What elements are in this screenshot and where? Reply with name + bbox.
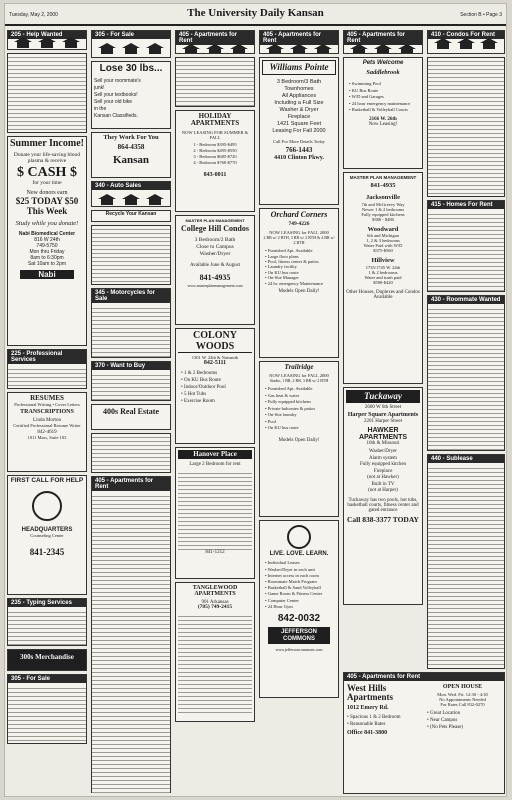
trans-title: TRANSCRIPTIONS: [20, 409, 74, 416]
trailridge-models: Models Open Daily!: [278, 437, 320, 443]
saddlebrook-logo: Saddlebrook: [366, 69, 400, 77]
pets-f4: • 24 hour emergency maintenance: [349, 101, 417, 108]
jacksonville-d2: Newer 1 & 2 bedrooms: [361, 206, 405, 212]
williams-d7: 1421 Square Feet: [276, 121, 322, 128]
first-call-title: FIRST CALL FOR HELP: [10, 477, 84, 484]
holiday-apartments-ad: [175, 110, 255, 212]
kansan-logo: Kansan: [112, 154, 150, 167]
house-icon: [146, 194, 164, 205]
motorcycles-section: [91, 288, 171, 358]
homes-for-rent: [427, 200, 505, 292]
lose-30-ad: [91, 61, 171, 129]
house-icon: [206, 44, 224, 54]
center-phone: 749-5750: [36, 243, 58, 250]
orchard-f1: • Furnished Apt. Available: [265, 248, 333, 253]
jacksonville-d3: Fully equipped kitchens: [361, 211, 405, 217]
house-icons: [176, 47, 254, 54]
house-icon: [290, 44, 308, 54]
real-estate-title: 400s Real Estate: [103, 407, 159, 416]
date-line: Tuesday, May 2, 2000: [9, 12, 58, 18]
typing-services: [7, 598, 87, 646]
tuck-fire2: (not at Hawker): [367, 475, 399, 481]
for-text: for your time: [32, 180, 62, 187]
hq-phone: 841-2345: [29, 547, 65, 558]
colony-f2: • On KU Bus Route: [181, 377, 249, 384]
house-icon: [374, 44, 392, 54]
colony-f1: • 1 & 2 Bedrooms: [181, 370, 249, 377]
master-plan-ad: [343, 172, 423, 384]
resumes-ad: [7, 392, 87, 472]
nabi-logo: Nabi: [20, 270, 74, 279]
work-title: They Work For You: [103, 134, 159, 141]
column-3: [175, 30, 255, 793]
section-head: 405 - Apartments for Rent: [263, 32, 322, 44]
section-head: 205 - Help Wanted: [11, 32, 63, 38]
pets-leasing: Now Leasing!: [368, 121, 398, 127]
jacksonville-d1: 7th and McGreevy Way: [361, 201, 405, 207]
apartments-header-col5: [343, 30, 423, 54]
williams-d5: Washer & Dryer: [279, 107, 319, 114]
woodward-d2: 1, 2 & 3 bedrooms: [366, 238, 400, 244]
williams-call: Call For More Details Today: [273, 139, 325, 145]
ad-title: Summer Income!: [10, 138, 84, 149]
hq-title: HEADQUARTERS: [21, 526, 73, 533]
first-call-ad: [7, 475, 87, 595]
car-icons: [92, 192, 170, 206]
orchard-f4: • Laundry facility: [265, 264, 333, 269]
hours-3: Sat 10am to 2pm: [27, 261, 67, 268]
williams-d4: Including a Full Size: [274, 100, 324, 107]
holiday-rate-1: 1 - Bedroom $395-$495: [193, 141, 237, 147]
williams-pointe-ad: [259, 57, 339, 205]
lu-f2: • Washer/Dryer in each unit: [265, 567, 333, 573]
tuck-desc: Tuckaway has two pools, hot tubs, basketball courts, fitness center and gated entrance: [347, 497, 419, 513]
column-4: [259, 30, 339, 793]
column-2: [91, 30, 171, 793]
study-text: Study while you donate!: [15, 220, 79, 228]
estate-listings: [91, 433, 171, 473]
section-head: 440 - Sublease: [431, 456, 473, 462]
tanglewood-ad: [175, 582, 255, 722]
hanover-phone: 841-1212: [205, 550, 225, 556]
hanover-sub: Large 2 Bedroom for rent: [189, 462, 241, 468]
for-sale-section: [91, 30, 171, 58]
west-hills-g2: • Near Campus: [427, 717, 498, 724]
hours-1: Mon thru Friday: [29, 249, 65, 256]
house-icons: [428, 41, 504, 50]
williams-d6: Fireplace: [287, 114, 311, 121]
trailridge-f4: • Private balconies & patios: [265, 406, 333, 413]
house-icon: [457, 38, 475, 49]
hq-sub: Counseling Center: [30, 533, 64, 539]
holiday-rate-2: 2 - Bedroom $495-$550: [193, 147, 237, 153]
professional-services: [7, 349, 87, 389]
open-house: OPEN HOUSE: [442, 684, 483, 690]
hillview-d3: Water and trash paid: [364, 275, 402, 281]
jacksonville-price: $380 - $480: [372, 216, 394, 222]
lose-s4: Sell your old bike: [94, 98, 133, 105]
tangle-addr: 901 Arkansas: [201, 599, 229, 605]
house-icon: [62, 37, 80, 48]
tuck-kit: Fully equipped kitchen: [359, 462, 407, 468]
colony-woods-ad: [175, 328, 255, 444]
lu-web: www.jeffersoncommons.com: [275, 647, 323, 653]
west-hills-f1: • Spacious 1 & 2 Bedroom: [347, 714, 424, 721]
trailridge-f7: • On KU bus route: [265, 425, 333, 432]
house-icon: [146, 43, 164, 54]
colony-addr: 1301 W. 24th & Naismith: [191, 355, 239, 360]
resumes-sub: Professional Writing • Cover Letters: [14, 402, 80, 408]
merch-title: 300s Merchandise: [20, 653, 74, 661]
house-icon: [314, 44, 332, 54]
orchard-units: 2 BR w/ 2 BTH, 3 BR w/ 2 BTH & 4 BR w/ 2 BTH: [263, 235, 335, 246]
lu-f3: • Internet access in each room: [265, 573, 333, 579]
help-wanted-listings: [7, 53, 87, 133]
trailridge-lease: NOW LEASING for FALL 2000: [269, 373, 329, 379]
real-estate-banner: [91, 404, 171, 430]
auto-listings: [91, 225, 171, 285]
holiday-phone: 843-0011: [203, 171, 227, 178]
college-d1: 3 Bedroom/2 Bath: [194, 237, 236, 244]
condo-listings: [427, 57, 505, 197]
writer-addr: 1011 Mass, Suite 103: [27, 434, 67, 440]
center-name: Nabi Biomedical Center: [18, 231, 76, 238]
lose-s6: Kansan Classifieds.: [94, 112, 138, 119]
lu-f5: • Basketball & Sand Volleyball: [265, 585, 333, 591]
writer-cert: Certified Professional Resume Writer: [13, 422, 81, 428]
lose-s5: in the: [94, 105, 107, 112]
work-phone: 864-4358: [117, 142, 145, 151]
recycle-banner: [91, 210, 171, 222]
college-d2: Close to Campus: [196, 244, 234, 251]
sublease-section: [427, 454, 505, 669]
west-hills-addr: 1012 Emery Rd.: [347, 704, 389, 711]
master-other: Other Houses, Duplexes and Condos Available: [346, 290, 420, 301]
section-head: 405 - Apartments for Rent: [347, 674, 421, 680]
trailridge-f1: • Furnished Apt. Available: [265, 386, 333, 393]
pets-f1: • Swimming Pool: [349, 81, 417, 88]
apartments-header-col3: [175, 30, 255, 54]
paper-title: The University Daily Kansan: [187, 7, 324, 19]
section-head: 305 - For Sale: [11, 676, 51, 682]
ad-sub: Donate your life-saving blood plasma & receive: [13, 151, 81, 164]
williams-d3: All Appliances: [281, 93, 317, 100]
colony-f5: • Exercise Room: [181, 398, 249, 405]
house-icon: [434, 38, 452, 49]
house-icon: [398, 44, 416, 54]
masthead: [5, 4, 506, 26]
hillview-price: $500-$420: [373, 280, 393, 286]
tuck-call: Call 838-3377 TODAY: [347, 514, 419, 524]
headquarters-logo-icon: [32, 491, 62, 521]
colony-phone: 842-5111: [203, 360, 227, 366]
hillview-d2: 1 & 2 bedrooms: [368, 270, 398, 276]
resumes-title: RESUMES: [30, 394, 64, 402]
college-hill-ad: [175, 215, 255, 325]
lose-s2: junk!: [94, 84, 105, 91]
west-hills-hours: Mon. Wed. Fri. 12:30 - 4:30: [437, 692, 488, 698]
woodward-d1: 6th and Michigan: [367, 233, 399, 239]
pets-f3: • W/D and Garages: [349, 94, 417, 101]
apartments-col2: [91, 476, 171, 793]
house-icons: [260, 47, 338, 54]
house-icon: [98, 43, 116, 54]
condos-header: [427, 30, 505, 54]
newspaper-page: [4, 3, 507, 797]
section-head: 410 - Condos For Rent: [431, 32, 496, 38]
orchard-f7: • 24 hr. emergency Maintenance: [265, 281, 333, 286]
woodward-d3: Water Paid with W/D: [363, 243, 403, 249]
holiday-rate-4: 4 - Bedroom $760-$770: [193, 159, 237, 165]
writer-name: Linda Morton: [33, 417, 61, 423]
tangle-title: TANGLEWOOD APARTMENTS: [192, 585, 238, 598]
apt-listings-col3: [175, 57, 255, 107]
hanover-place-ad: [175, 447, 255, 579]
harper-title: Harper Square Apartments: [347, 412, 419, 419]
tuckaway-ad: [343, 387, 423, 605]
williams-d2: Townhomes: [284, 86, 314, 93]
trailridge-units: Studio, 1 BR, 2 BR, 3 BR w/ 2 BTH: [269, 378, 329, 384]
section-head: 345 - Motorcycles for Sale: [95, 290, 156, 302]
house-icon: [266, 44, 284, 54]
center-addr: 816 W 24th: [34, 237, 60, 244]
college-avail: Available June & August: [189, 263, 241, 269]
master-phone: 841-4935: [370, 182, 396, 189]
lu-f4: • Roommate Match Program: [265, 579, 333, 585]
roommate-wanted: [427, 295, 505, 451]
new-donors: New donors earn: [26, 190, 68, 197]
williams-addr: 4410 Clinton Pkwy.: [274, 154, 324, 161]
lu-logo-icon: [287, 525, 311, 549]
west-hills-ad: [343, 672, 505, 794]
trailridge-ad: [259, 361, 339, 517]
colony-f3: • Indoor/Outdoor Pool: [181, 384, 249, 391]
lose-s3: Sell your textbooks!: [94, 91, 138, 98]
orchard-f2: • Large floor plans: [265, 254, 333, 259]
jacksonville-title: Jacksonville: [366, 193, 400, 201]
williams-d1: 3 Bedroom/3 Bath: [276, 79, 322, 86]
williams-d8: Leasing For Fall 2000: [272, 128, 326, 135]
summer-income-ad: [7, 136, 87, 346]
section-head: 235 - Typing Services: [11, 600, 72, 606]
colony-f4: • 5 Hot Tubs: [181, 391, 249, 398]
people-icon: [8, 41, 86, 49]
column-1: [7, 30, 87, 793]
section-head: 430 - Roommate Wanted: [431, 297, 501, 303]
section-head: 225 - Professional Services: [11, 351, 63, 363]
amount-text: $25 TODAY $50 This Week: [15, 196, 79, 216]
orchard-lease: NOW LEASING for FALL 2000: [269, 230, 329, 236]
recycle-text: Recycle Your Kansan: [105, 211, 157, 217]
section-head: 405 - Apartments for Rent: [95, 478, 154, 490]
pets-f5: • Basketball & Volleyball Courts: [349, 107, 417, 114]
college-web: www.masterplanmanagement.com: [187, 282, 243, 288]
holiday-title: HOLIDAY APARTMENTS: [190, 112, 240, 128]
house-icon: [350, 44, 368, 54]
college-title: College Hill Condos: [180, 224, 249, 233]
house-icon: [182, 44, 200, 54]
house-icon: [38, 37, 56, 48]
hawker-addr: 10th & Missouri: [366, 441, 400, 447]
tuck-bi2: (not at Harper): [368, 488, 398, 494]
college-d3: Washer/Dryer: [199, 251, 231, 258]
orchard-f3: • Pool, fitness center & patios: [265, 259, 333, 264]
williams-phone: 766-1443: [285, 146, 313, 155]
master-title: MASTER PLAN MANAGEMENT: [349, 175, 417, 180]
tangle-phone: (785) 749-2415: [197, 603, 233, 610]
holiday-rate-3: 3 - Bedroom $685-$720: [193, 153, 237, 159]
woodward-title: Woodward: [367, 225, 399, 233]
holiday-sub: NOW LEASING FOR SUMMER & FALL: [181, 129, 249, 140]
master-plan-logo: MASTER PLAN MANAGEMENT: [185, 218, 245, 223]
orchard-title: Orchard Corners: [270, 210, 328, 219]
lose-s1: Sell your roommate's: [94, 77, 141, 84]
section-head: 405 - Apartments for Rent: [347, 32, 406, 44]
house-icons: [344, 47, 422, 54]
west-hills-appt: No Appointments Needed: [439, 697, 486, 703]
house-icon: [14, 37, 32, 48]
writer-phone: 842-4619: [37, 429, 57, 435]
orchard-f6: • On-Site Manager: [265, 275, 333, 280]
williams-title: Williams Pointe: [262, 60, 336, 75]
pets-title: Pets Welcome: [362, 60, 404, 66]
orchard-f5: • On KU bus route: [265, 270, 333, 275]
section-head: 305 - For Sale: [95, 32, 135, 38]
trailridge-f6: • Pool: [265, 419, 333, 426]
for-sale-icons: [92, 41, 170, 55]
tuck-fire: Fireplace: [373, 468, 393, 474]
trailridge-f3: • Fully equipped kitchens: [265, 399, 333, 406]
harper-addr: 2201 Harper Street: [363, 418, 403, 424]
house-icon: [230, 44, 248, 54]
hanover-title: Hanover Place: [178, 450, 252, 459]
page-number: Section B • Page 3: [460, 12, 502, 18]
hours-2: 8am to 6:30pm: [30, 255, 64, 262]
lu-f7: • Computer Center: [265, 598, 333, 604]
cash-text: $ CASH $: [17, 164, 77, 180]
auto-sales-section: [91, 181, 171, 207]
woodward-price: $375-$560: [373, 248, 393, 254]
tuck-bi: Built in TV: [371, 481, 395, 487]
trailridge-title: Trailridge: [284, 363, 314, 371]
lu-f1: • Individual Leases: [265, 560, 333, 566]
orchard-models: Models Open Daily!: [278, 289, 320, 294]
section-head: 415 - Homes For Rent: [431, 202, 493, 208]
lu-slogan: LIVE. LOVE. LEARN.: [269, 551, 329, 557]
hawker-title: HAWKER APARTMENTS: [358, 426, 408, 442]
tuck-wd: Washer/Dryer: [369, 449, 397, 455]
work-for-you-ad: [91, 132, 171, 178]
orchard-corners-ad: [259, 208, 339, 358]
west-hills-rates: For Rates Call 832-0270: [440, 702, 485, 708]
college-phone: 841-4935: [199, 273, 231, 283]
trailridge-f2: • Gas heat & water: [265, 393, 333, 400]
lu-f8: • 24 Hour Gym: [265, 604, 333, 610]
lu-f6: • Game Room & Fitness Center: [265, 591, 333, 597]
lose-title: Lose 30 lbs...: [99, 63, 163, 74]
merch-banner: [7, 649, 87, 671]
west-hills-f2: • Reasonable Rates: [347, 721, 424, 728]
house-icon: [122, 43, 140, 54]
want-to-buy-section: [91, 361, 171, 401]
hillview-title: Hillview: [371, 257, 395, 265]
section-head: 405 - Apartments for Rent: [179, 32, 238, 44]
house-icon: [122, 194, 140, 205]
section-head: 340 - Auto Sales: [95, 183, 142, 189]
jefferson-commons-ad: [259, 520, 339, 698]
house-icon: [480, 38, 498, 49]
west-hills-g3: • (No Pets Please): [427, 724, 498, 731]
west-hills-title: West Hills Apartments: [347, 683, 393, 703]
for-sale-col1: [7, 674, 87, 744]
west-hills-office: Office 841-3800: [347, 729, 388, 736]
colony-title: COLONY WOODS: [178, 331, 252, 353]
help-wanted-section: [7, 30, 87, 50]
apartments-header-col4: [259, 30, 339, 54]
tuckaway-title: Tuckaway: [346, 390, 420, 403]
lu-phone: 842-0032: [277, 612, 321, 624]
hillview-d1: 1735/1745 W. 24th: [365, 265, 401, 271]
jefferson-logo: JEFFERSON COMMONS: [268, 627, 330, 644]
orchard-phone: 749-4226: [288, 221, 310, 228]
section-head: 370 - Want to Buy: [95, 363, 146, 369]
pets-addr: 2166 W. 26th: [369, 116, 397, 122]
tuck-alarm: Alarm system: [369, 455, 397, 461]
pets-f2: • KU Bus Route: [349, 88, 417, 95]
trailridge-f5: • On-Site laundry: [265, 412, 333, 419]
pets-welcome-ad: [343, 57, 423, 169]
tuckaway-addr: 2600 W 6th Street: [364, 405, 402, 411]
west-hills-g1: • Great Location: [427, 710, 498, 717]
house-icon: [98, 194, 116, 205]
